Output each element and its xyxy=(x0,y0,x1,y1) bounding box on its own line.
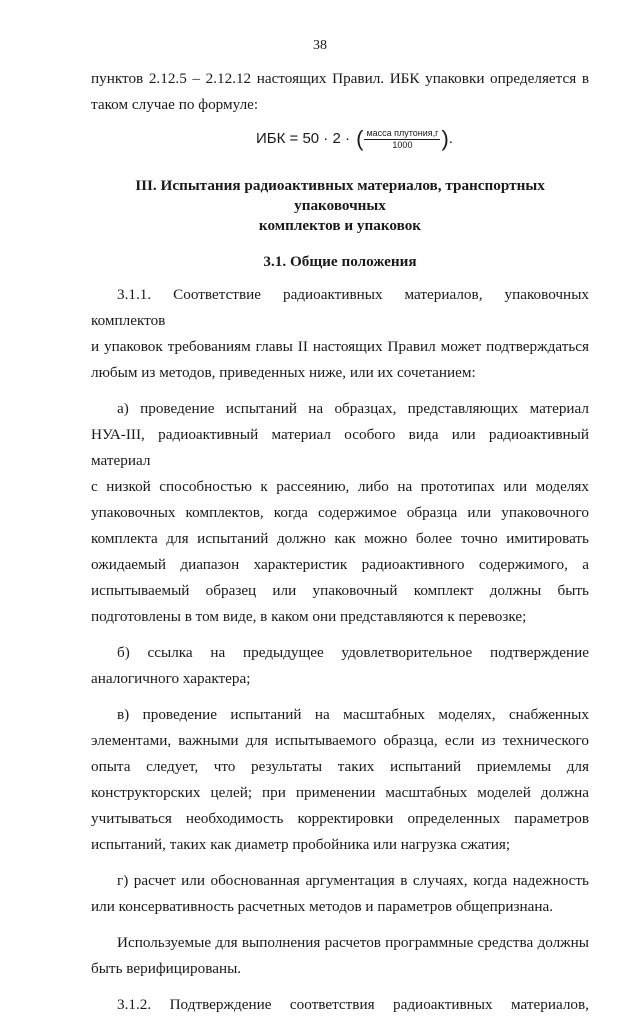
para-312-line xyxy=(91,992,589,1018)
formula-lhs: ИБК = 50 · 2 · xyxy=(256,130,350,147)
para-311-line-3: любым из методов, приведенных ниже, или их сочетанием: xyxy=(91,364,476,381)
close-paren: ) xyxy=(441,126,449,151)
open-paren: ( xyxy=(349,126,364,151)
intro-line-1: пунктов 2.12.5 – 2.12.12 настоящих Правил. ИБК упаковки определяется в xyxy=(91,70,589,87)
para-312-word: 3.1.2. xyxy=(117,996,152,1013)
section-heading-line-2: комплектов и упаковок xyxy=(258,217,422,234)
para-312-word: радиоактивных xyxy=(393,996,493,1013)
item-a-line: а) проведение испытаний на образцах, представляющих материал xyxy=(117,400,589,417)
item-v-line: опыта следует, что результаты таких испытаний приемлемы для xyxy=(91,758,589,775)
document-body xyxy=(91,66,589,1018)
item-v-line: конструкторских целей; при применении масштабных моделей должна xyxy=(91,784,589,801)
page-number: 38 xyxy=(313,38,327,53)
item-g-line: г) расчет или обоснованная аргументация в случаях, когда надежность xyxy=(117,872,589,889)
item-b-line: аналогичного характера; xyxy=(91,670,251,687)
item-v-line: учитываться необходимость корректировки определенных параметров xyxy=(91,810,589,827)
section-heading-line-1: III. Испытания радиоактивных материалов, транспортных упаковочных xyxy=(135,177,545,214)
subsection-heading: 3.1. Общие положения xyxy=(263,253,417,270)
fraction-numerator: масса плутония,г xyxy=(366,127,439,138)
section-heading xyxy=(91,176,589,236)
item-b-line: б) ссылка на предыдущее удовлетворительное подтверждение xyxy=(117,644,589,661)
intro-line-2: таком случае по формуле: xyxy=(91,96,259,113)
item-v-line: элементами, важными для испытываемого образца, если из технического xyxy=(91,732,589,749)
fraction-denominator: 1000 xyxy=(392,139,413,150)
item-a-line: НУА-III, радиоактивный материал особого вида или радиоактивный материал xyxy=(91,426,589,469)
item-a-line: комплекта для испытаний должно как можно более точно имитировать xyxy=(91,530,589,547)
software-line: Используемые для выполнения расчетов программные средства должны xyxy=(117,934,589,951)
para-312-word: соответствия xyxy=(289,996,375,1013)
item-v-line: в) проведение испытаний на масштабных моделях, снабженных xyxy=(117,706,589,723)
formula xyxy=(91,120,589,160)
item-a-line: подготовлены в том виде, в каком они представляются к перевозке; xyxy=(91,608,527,625)
formula-tail: . xyxy=(448,130,453,147)
item-a-line: ожидаемый диапазон характеристик радиоактивного содержимого, а xyxy=(91,556,589,573)
item-g-line: или консервативность расчетных методов и параметров общепризнана. xyxy=(91,898,554,915)
formula-fraction xyxy=(364,128,440,151)
item-a-line: упаковочных комплектов, когда содержимое образца или упаковочного xyxy=(91,504,589,521)
software-line: быть верифицированы. xyxy=(91,960,242,977)
item-v-line: испытаний, таких как диаметр пробойника или нагрузка сжатия; xyxy=(91,836,511,853)
para-311-line-2: и упаковок требованиям главы II настоящих Правил может подтверждаться xyxy=(91,338,589,355)
para-312-word: Подтверждение xyxy=(169,996,272,1013)
para-312-word: материалов, xyxy=(511,996,589,1013)
item-a-line: испытываемый образец или упаковочный комплект должны быть xyxy=(91,582,589,599)
para-311-line-1: 3.1.1. Соответствие радиоактивных материалов, упаковочных комплектов xyxy=(91,286,589,329)
item-a-line: с низкой способностью к рассеянию, либо на прототипах или моделях xyxy=(91,478,589,495)
